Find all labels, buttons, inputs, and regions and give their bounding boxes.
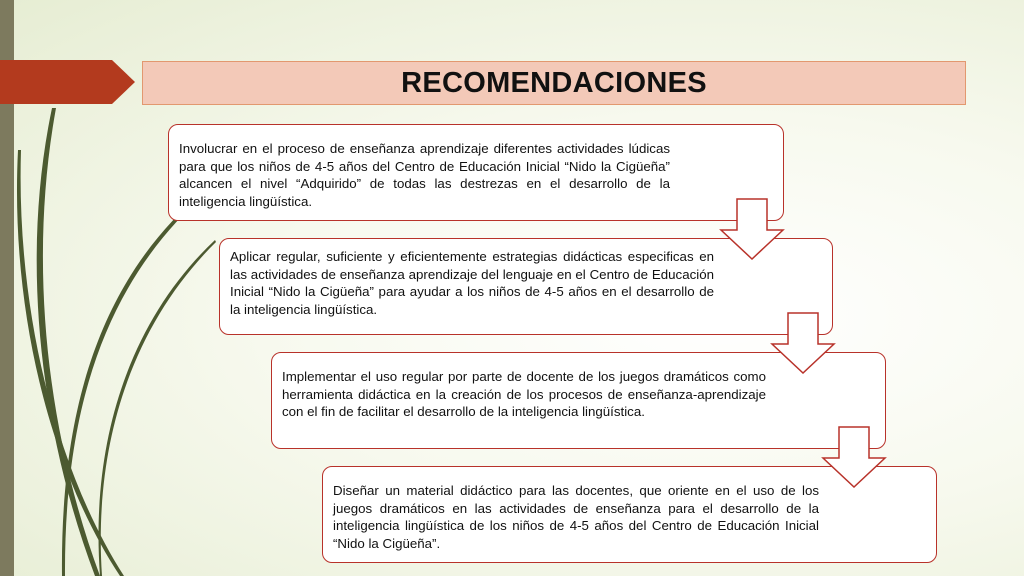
title-banner (142, 61, 966, 105)
recommendation-text-2: Aplicar regular, suficiente y eficientemente estrategias didácticas especificas en las actividades de enseñanza aprendizaje del lenguaje en el Centro de Educación Inicial “Nido la Cigüeña” para ayudar a los niños de 4-5 años en el desarrollo de la inteligencia lingüística. (230, 249, 714, 317)
recommendation-box-1 (168, 124, 784, 221)
page-title: RECOMENDACIONES (401, 66, 707, 99)
down-arrow-icon (821, 426, 887, 488)
recommendation-text-3: Implementar el uso regular por parte de docente de los juegos dramáticos como herramienta didáctica en la creación de los procesos de enseñanza-aprendizaje con el fin de facilitar el desarrollo de la inteligencia lingüística. (282, 369, 766, 420)
down-arrow-icon (719, 198, 785, 260)
recommendation-text-4: Diseñar un material didáctico para las docentes, que oriente en el uso de los juegos dramáticos en las actividades de enseñanza para el desarrollo de la inteligencia lingüística de los niños de 4-5 años del Centro de Educación Inicial “Nido la Cigüeña”. (333, 483, 819, 551)
title-arrow-icon (0, 60, 136, 104)
recommendation-text-1: Involucrar en el proceso de enseñanza aprendizaje diferentes actividades lúdicas para que los niños de 4-5 años del Centro de Educación Inicial “Nido la Cigüeña” alcancen el nivel “Adquirido” de todas las destrezas en el desarrollo de la inteligencia lingüística. (179, 141, 670, 209)
down-arrow-icon (770, 312, 836, 374)
